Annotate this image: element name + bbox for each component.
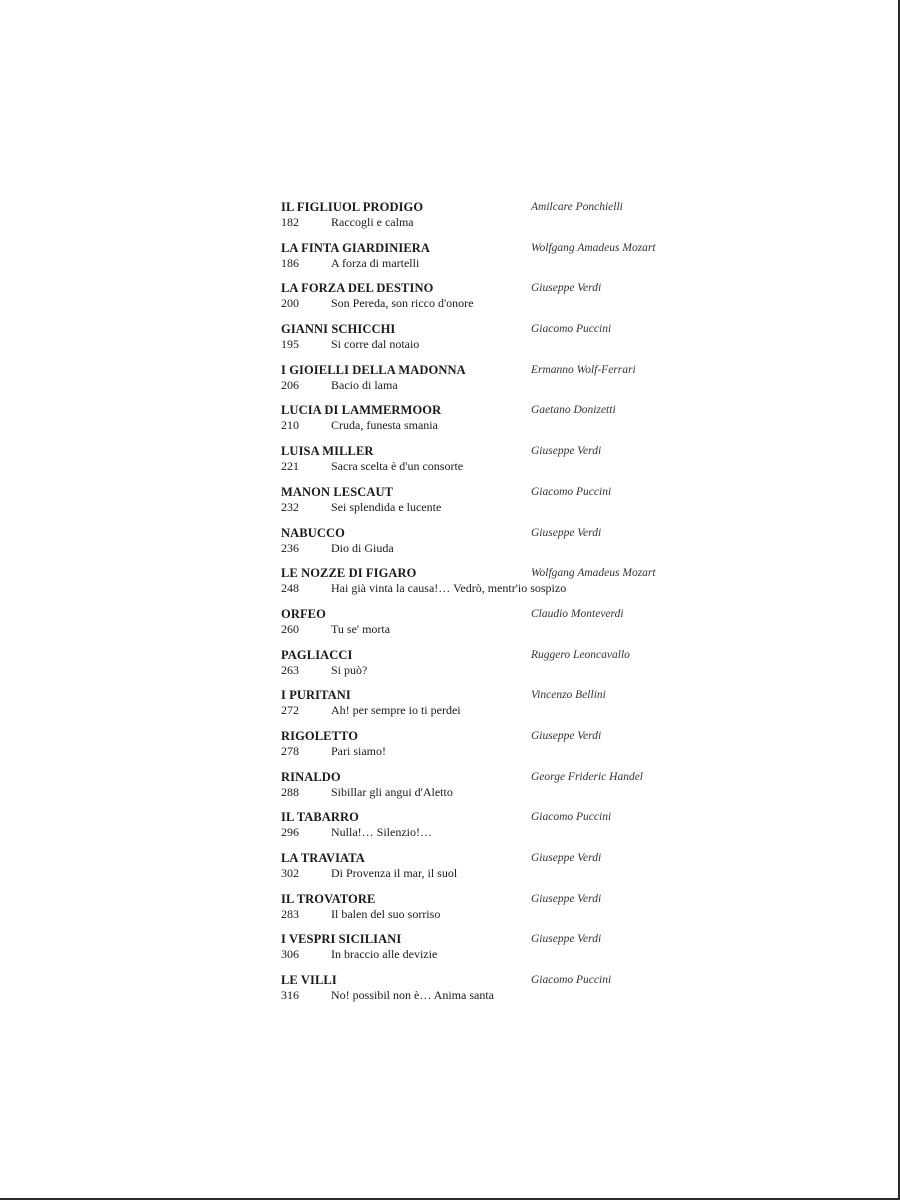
page-number: 206 — [281, 377, 299, 392]
page-number: 210 — [281, 418, 299, 433]
contents-entry — [281, 932, 701, 973]
page-number: 263 — [281, 662, 299, 677]
page-number: 236 — [281, 540, 299, 555]
aria-title: Sacra scelta è d'un consorte — [331, 459, 464, 474]
opera-title: PAGLIACCI — [281, 647, 353, 662]
opera-title: LUISA MILLER — [281, 444, 374, 459]
page-number: 306 — [281, 947, 299, 962]
page-number: 296 — [281, 825, 299, 840]
contents-entry — [281, 810, 701, 851]
page-number: 248 — [281, 581, 299, 596]
composer-name: Giacomo Puccini — [531, 323, 612, 336]
opera-title: GIANNI SCHICCHI — [281, 322, 396, 337]
entry-aria-row — [281, 947, 701, 961]
opera-title: LE NOZZE DI FIGARO — [281, 566, 417, 581]
page-number: 302 — [281, 866, 299, 880]
opera-title: LA FORZA DEL DESTINO — [281, 281, 434, 296]
opera-title: IL FIGLIUOL PRODIGO — [281, 200, 424, 214]
contents-entry — [281, 363, 701, 404]
opera-title: LA TRAVIATA — [281, 851, 365, 865]
aria-title: Pari siamo! — [331, 743, 386, 758]
composer-name: Giuseppe Verdi — [531, 852, 602, 864]
entry-aria-row — [281, 988, 701, 1002]
contents-entry — [281, 973, 701, 1014]
opera-title: NABUCCO — [281, 525, 345, 540]
composer-name: Ermanno Wolf-Ferrari — [531, 363, 636, 376]
entry-header-row — [281, 281, 701, 296]
entry-header-row — [281, 648, 701, 663]
page-number: 272 — [281, 703, 299, 718]
aria-title: Cruda, funesta smania — [331, 418, 438, 433]
composer-name: Giuseppe Verdi — [531, 892, 602, 905]
contents-entry — [281, 485, 701, 526]
entry-aria-row — [281, 256, 701, 270]
entry-aria-row — [281, 785, 701, 799]
entry-header-row — [281, 526, 701, 541]
contents-entry — [281, 200, 701, 241]
entry-aria-row — [281, 622, 701, 636]
page-number: 260 — [281, 621, 299, 636]
composer-name: Giacomo Puccini — [531, 811, 612, 824]
composer-name: Giuseppe Verdi — [531, 729, 602, 742]
aria-title: No! possibil non è… Anima santa — [331, 988, 494, 1003]
aria-title: Son Pereda, son ricco d'onore — [331, 296, 474, 311]
opera-title: LE VILLI — [281, 973, 337, 988]
contents-entry — [281, 444, 701, 485]
contents-entry — [281, 403, 701, 444]
composer-name: Wolfgang Amadeus Mozart — [531, 567, 656, 580]
entry-header-row — [281, 485, 701, 500]
aria-title: Hai già vinta la causa!… Vedrò, mentr'io sospizo — [331, 581, 567, 596]
composer-name: Claudio Monteverdi — [531, 607, 624, 620]
entry-aria-row — [281, 866, 701, 880]
entry-aria-row — [281, 541, 701, 555]
page-number: 283 — [281, 906, 299, 921]
opera-title: I VESPRI SICILIANI — [281, 932, 402, 947]
entry-header-row — [281, 566, 701, 581]
aria-title: Di Provenza il mar, il suol — [331, 866, 458, 880]
entry-aria-row — [281, 418, 701, 432]
composer-name: Ruggero Leoncavallo — [531, 648, 630, 661]
contents-entry — [281, 770, 701, 811]
aria-title: Tu se' morta — [331, 621, 391, 636]
entry-header-row — [281, 851, 701, 866]
contents-entry — [281, 688, 701, 729]
aria-title: Dio di Giuda — [331, 540, 394, 555]
contents-entry — [281, 607, 701, 648]
contents-entry — [281, 648, 701, 689]
aria-title: Si corre dal notaio — [331, 337, 420, 352]
composer-name: Giacomo Puccini — [531, 974, 612, 987]
contents-entry — [281, 526, 701, 567]
composer-name: Amilcare Ponchielli — [531, 201, 623, 213]
entry-header-row — [281, 607, 701, 622]
opera-title: ORFEO — [281, 606, 326, 621]
entry-aria-row — [281, 663, 701, 677]
entry-header-row — [281, 322, 701, 337]
entry-aria-row — [281, 703, 701, 717]
composer-name: Gaetano Donizetti — [531, 404, 616, 417]
opera-title: I GIOIELLI DELLA MADONNA — [281, 362, 466, 377]
page-number: 221 — [281, 459, 299, 474]
entry-header-row — [281, 932, 701, 947]
opera-title: RIGOLETTO — [281, 728, 359, 743]
entry-header-row — [281, 200, 701, 215]
entry-aria-row — [281, 581, 701, 595]
opera-title: IL TABARRO — [281, 810, 359, 825]
entry-header-row — [281, 770, 701, 785]
page-number: 278 — [281, 743, 299, 758]
contents-entry — [281, 241, 701, 282]
composer-name: Giuseppe Verdi — [531, 526, 602, 539]
entry-header-row — [281, 241, 701, 256]
contents-entry — [281, 851, 701, 892]
page-number: 186 — [281, 255, 299, 270]
contents-entry — [281, 892, 701, 933]
composer-name: Giuseppe Verdi — [531, 445, 602, 458]
entry-aria-row — [281, 825, 701, 839]
composer-name: Giuseppe Verdi — [531, 282, 602, 295]
contents-entry — [281, 322, 701, 363]
entry-aria-row — [281, 459, 701, 473]
composer-name: Giuseppe Verdi — [531, 933, 602, 946]
entry-aria-row — [281, 744, 701, 758]
aria-title: A forza di martelli — [331, 255, 420, 270]
opera-title: I PURITANI — [281, 688, 351, 703]
entry-header-row — [281, 973, 701, 988]
page-number: 232 — [281, 499, 299, 514]
entry-aria-row — [281, 296, 701, 310]
aria-title: Il balen del suo sorriso — [331, 906, 441, 921]
page-number: 316 — [281, 988, 299, 1003]
entry-aria-row — [281, 337, 701, 351]
aria-title: In braccio alle devizie — [331, 947, 438, 962]
contents-entry — [281, 729, 701, 770]
entry-aria-row — [281, 215, 701, 229]
composer-name: Wolfgang Amadeus Mozart — [531, 241, 656, 254]
entry-header-row — [281, 688, 701, 703]
table-of-contents — [281, 200, 701, 1014]
entry-header-row — [281, 444, 701, 459]
entry-aria-row — [281, 907, 701, 921]
composer-name: Vincenzo Bellini — [531, 689, 606, 702]
opera-title: LUCIA DI LAMMERMOOR — [281, 403, 442, 418]
contents-entry — [281, 281, 701, 322]
entry-header-row — [281, 892, 701, 907]
page-number: 288 — [281, 784, 299, 799]
contents-entry — [281, 566, 701, 607]
opera-title: LA FINTA GIARDINIERA — [281, 240, 431, 255]
aria-title: Bacio di lama — [331, 377, 398, 392]
entry-header-row — [281, 363, 701, 378]
page-number: 195 — [281, 337, 299, 352]
opera-title: IL TROVATORE — [281, 891, 376, 906]
page-number: 200 — [281, 296, 299, 311]
opera-title: MANON LESCAUT — [281, 484, 394, 499]
entry-header-row — [281, 729, 701, 744]
aria-title: Raccogli e calma — [331, 215, 414, 229]
composer-name: Giacomo Puccini — [531, 485, 612, 498]
composer-name: George Frideric Handel — [531, 770, 643, 783]
aria-title: Sei splendida e lucente — [331, 499, 442, 514]
entry-header-row — [281, 810, 701, 825]
aria-title: Si può? — [331, 662, 368, 677]
aria-title: Ah! per sempre io ti perdei — [331, 703, 461, 718]
aria-title: Nulla!… Silenzio!… — [331, 825, 432, 840]
opera-title: RINALDO — [281, 769, 341, 784]
entry-aria-row — [281, 500, 701, 514]
page-number: 182 — [281, 215, 299, 229]
entry-aria-row — [281, 378, 701, 392]
entry-header-row — [281, 403, 701, 418]
aria-title: Sibillar gli angui d'Aletto — [331, 784, 453, 799]
